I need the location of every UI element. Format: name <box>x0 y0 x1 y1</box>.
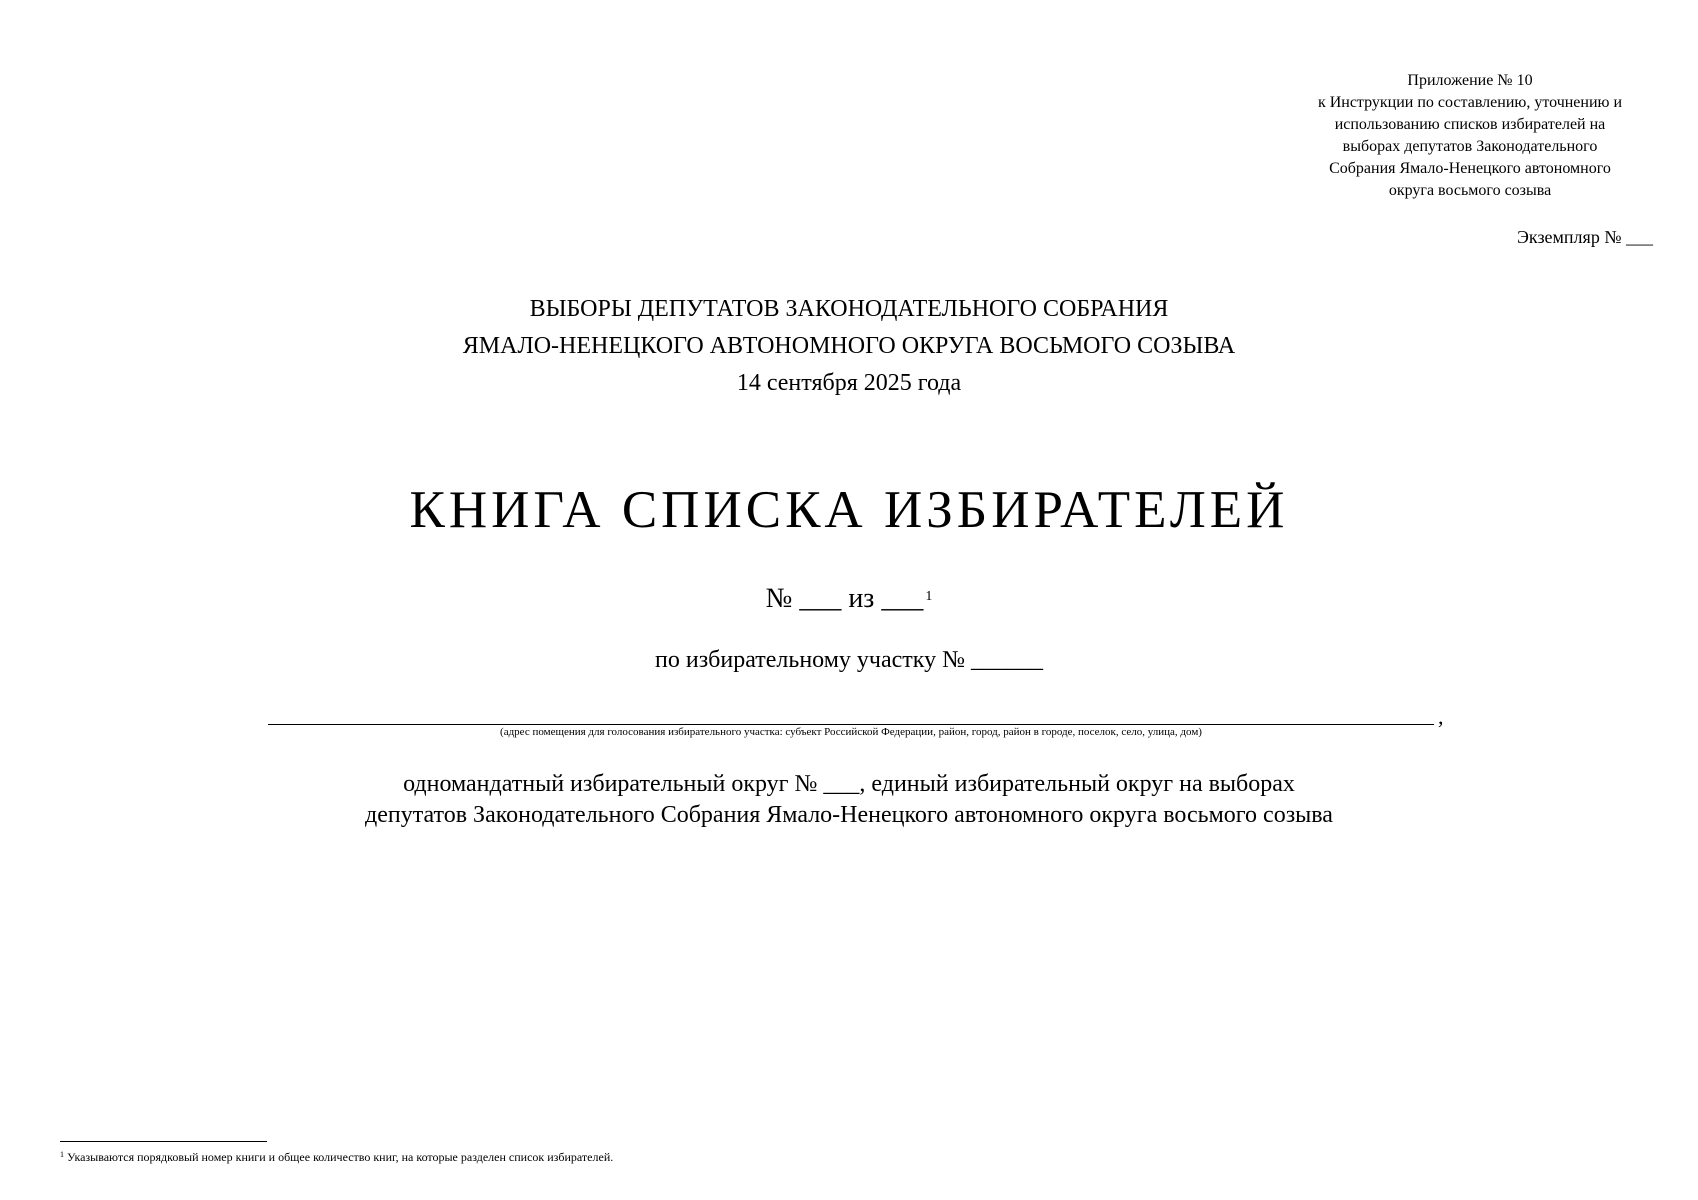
election-date: 14 сентября 2025 года <box>736 370 962 396</box>
address-hint: (адрес помещения для голосования избирательного участка: субъект Российской Федерации, район, город, район в городе, поселок, село, улица, дом) <box>500 726 1202 738</box>
footnote-marker: 1 <box>60 1150 64 1159</box>
appendix-line: округа восьмого созыва <box>1388 182 1552 199</box>
election-title-line-2: ЯМАЛО-НЕНЕЦКОГО АВТОНОМНОГО ОКРУГА ВОСЬМОГО СОЗЫВА <box>462 333 1236 359</box>
address-comma: , <box>1438 704 1444 729</box>
book-number-text: № ___ из ___ <box>765 583 924 614</box>
page-title: КНИГА СПИСКА ИЗБИРАТЕЛЕЙ <box>409 481 1289 539</box>
appendix-line: Приложение № 10 <box>1407 72 1533 89</box>
district-block <box>0 769 1698 831</box>
footnote <box>60 1150 613 1165</box>
footnote-separator <box>60 1141 267 1142</box>
election-header <box>0 291 1698 402</box>
appendix-line: выборах депутатов Законодательного <box>1342 138 1598 155</box>
appendix-line: Собрания Ямало-Ненецкого автономного <box>1329 160 1611 177</box>
district-line-1: одномандатный избирательный округ № ___, единый избирательный округ на выборах <box>403 771 1295 797</box>
address-underline <box>268 724 1434 725</box>
footnote-text: Указываются порядковый номер книги и общее количество книг, на которые разделен список избирателей. <box>67 1150 614 1164</box>
appendix-line: использованию списков избирателей на <box>1334 116 1606 133</box>
election-title-line-1: ВЫБОРЫ ДЕПУТАТОВ ЗАКОНОДАТЕЛЬНОГО СОБРАНИЯ <box>529 296 1169 322</box>
copy-number: Экземпляр № ___ <box>1517 227 1653 247</box>
appendix-block <box>1270 70 1670 202</box>
footnote-ref: 1 <box>925 589 933 604</box>
appendix-line: к Инструкции по составлению, уточнению и <box>1317 94 1623 111</box>
book-number <box>0 582 1698 616</box>
district-line-2: депутатов Законодательного Собрания Ямало-Ненецкого автономного округа восьмого созыва <box>365 802 1333 828</box>
precinct-number: по избирательному участку № ______ <box>655 647 1043 673</box>
